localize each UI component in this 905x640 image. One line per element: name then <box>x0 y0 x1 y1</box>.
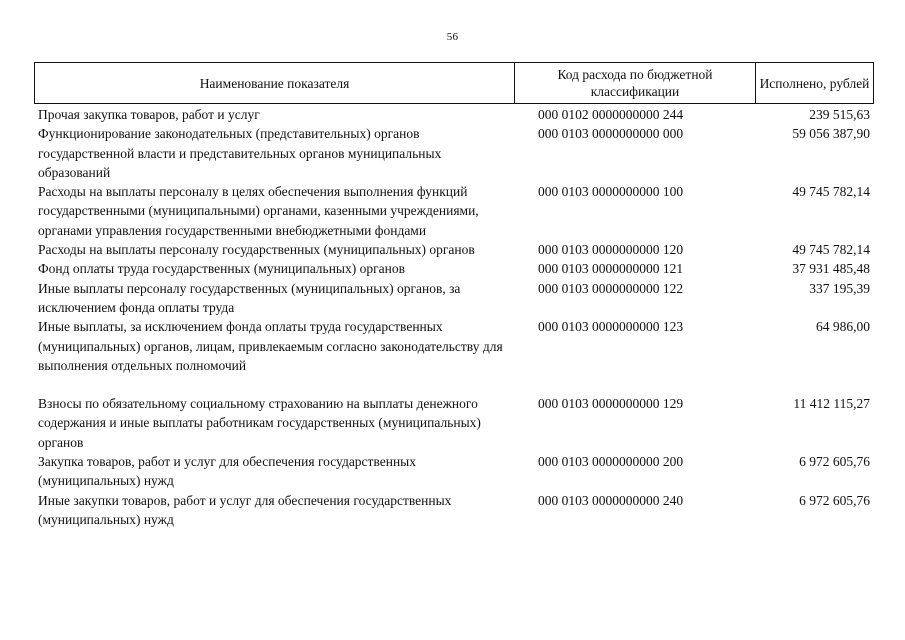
row-indicator-name: Иные выплаты, за исключением фонда оплаты труда государственных (муниципальных) органов, лицам, привлекаемым согласно законодательству для выполнения отдельных полномочий <box>38 319 503 373</box>
row-executed-amount: 49 745 782,14 <box>792 184 870 200</box>
table-row <box>34 182 874 240</box>
row-indicator-name: Иные закупки товаров, работ и услуг для обеспечения государственных (муниципальных) нужд <box>38 492 452 527</box>
row-expense-code: 000 0103 0000000000 200 <box>538 454 684 470</box>
table-body <box>34 105 874 529</box>
row-executed-amount: 64 986,00 <box>816 319 870 335</box>
row-executed-amount: 11 412 115,27 <box>793 396 870 412</box>
row-expense-code: 000 0102 0000000000 244 <box>538 107 684 122</box>
row-executed-amount: 59 056 387,90 <box>792 126 870 142</box>
row-expense-code: 000 0103 0000000000 000 <box>538 126 684 142</box>
table-row <box>34 394 874 452</box>
row-indicator-name: Закупка товаров, работ и услуг для обеспечения государственных (муниципальных) нужд <box>38 454 417 489</box>
row-executed-amount: 6 972 605,76 <box>799 454 870 470</box>
row-executed-amount: 37 931 485,48 <box>792 261 870 277</box>
header-indicator-name: Наименование показателя <box>35 63 515 103</box>
table-row <box>34 259 874 278</box>
table-row <box>34 317 874 375</box>
row-executed-amount: 337 195,39 <box>809 280 870 296</box>
row-expense-code: 000 0103 0000000000 100 <box>538 184 684 200</box>
table-row <box>34 491 874 530</box>
table-row <box>34 105 874 124</box>
row-expense-code: 000 0103 0000000000 240 <box>538 492 684 508</box>
table-row <box>34 452 874 491</box>
page-number: 56 <box>446 31 459 43</box>
table-header <box>34 62 874 104</box>
header-expense-code: Код расхода по бюджетной классификации <box>515 63 756 103</box>
row-executed-amount: 239 515,63 <box>809 107 870 122</box>
row-expense-code: 000 0103 0000000000 123 <box>538 319 684 335</box>
table-row <box>34 279 874 318</box>
row-indicator-name: Функционирование законодательных (представительных) органов государственной власти и представительных органов муниципальных образований <box>38 126 442 180</box>
row-indicator-name: Расходы на выплаты персоналу в целях обеспечения выполнения функций государственными (муниципальными) органами, казенными учреждениями, органами управления государственными внебюджетными фондами <box>38 184 479 238</box>
row-indicator-name: Фонд оплаты труда государственных (муниципальных) органов <box>38 261 405 277</box>
row-executed-amount: 6 972 605,76 <box>799 492 870 508</box>
row-indicator-name: Расходы на выплаты персоналу государственных (муниципальных) органов <box>38 242 475 258</box>
row-executed-amount: 49 745 782,14 <box>792 242 870 258</box>
row-expense-code: 000 0103 0000000000 129 <box>538 396 684 412</box>
row-expense-code: 000 0103 0000000000 122 <box>538 280 684 296</box>
table-row <box>34 124 874 182</box>
row-expense-code: 000 0103 0000000000 120 <box>538 242 684 258</box>
row-expense-code: 000 0103 0000000000 121 <box>538 261 684 277</box>
row-indicator-name: Иные выплаты персоналу государственных (муниципальных) органов, за исключением фонда оплаты труда <box>38 280 461 315</box>
row-indicator-name: Взносы по обязательному социальному страхованию на выплаты денежного содержания и иные выплаты работникам государственных (муниципальных) органов <box>38 396 481 450</box>
row-indicator-name: Прочая закупка товаров, работ и услуг <box>38 107 260 122</box>
header-executed-amount: Исполнено, рублей <box>759 75 870 91</box>
table-row <box>34 240 874 259</box>
